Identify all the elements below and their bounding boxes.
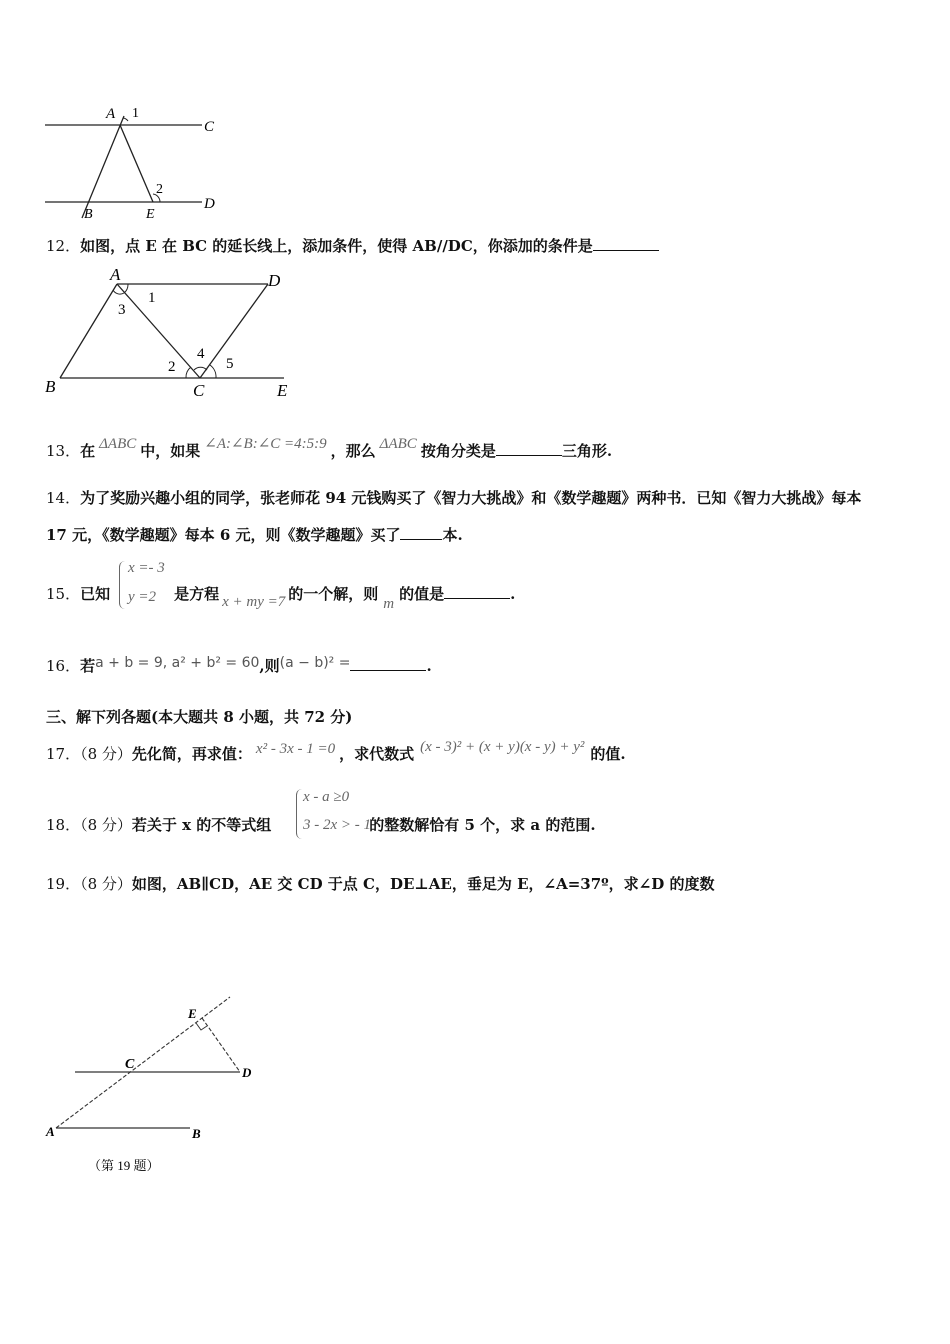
label-D: D — [242, 1065, 252, 1080]
text-1: 若关于 x 的不等式组 — [131, 816, 272, 834]
label-D: D — [204, 196, 215, 212]
text-5: . — [510, 585, 516, 603]
question-number: 16． — [46, 657, 81, 675]
answer-blank[interactable] — [444, 584, 510, 599]
text-line-1: 为了奖励兴趣小组的同学，张老师花 94 元钱购买了《智力大挑战》和《数学趣题》两种书．已知《智力大挑战》每本 — [80, 489, 862, 507]
section-title: 三、解下列各题(本大题共 8 小题，共 72 分) — [46, 708, 353, 726]
question-score: （8 分） — [80, 816, 132, 834]
question-score: （8 分） — [80, 745, 132, 763]
figure-q12 — [40, 262, 300, 400]
label-C: C — [125, 1057, 135, 1072]
text-2: ，求代数式 — [339, 745, 415, 763]
text-1: 已知 — [80, 585, 111, 603]
question-number: 15． — [46, 585, 81, 603]
text-5: 三角形. — [561, 442, 613, 460]
question-number: 19． — [46, 875, 81, 893]
answer-blank[interactable] — [350, 656, 426, 671]
text-line-2a: 17 元，《数学趣题》每本 6 元，则《数学趣题》买了 — [46, 526, 401, 544]
answer-blank[interactable] — [496, 441, 562, 456]
label-B: B — [45, 377, 56, 396]
label-A: A — [46, 1124, 55, 1139]
math-m: m — [383, 596, 395, 612]
text-2: ,则 — [259, 657, 280, 675]
question-number: 17． — [46, 745, 81, 763]
question-18 — [46, 815, 596, 835]
text-3: . — [426, 657, 432, 675]
text-3: 的一个解，则 — [288, 585, 379, 603]
math-expression: (a − b)² = — [279, 655, 351, 671]
question-text: 如图，点 E 在 BC 的延长线上，添加条件，使得 AB//DC，你添加的条件是 — [80, 237, 593, 255]
question-number: 18． — [46, 816, 81, 834]
label-A: A — [106, 106, 116, 122]
question-14-line-1 — [46, 488, 861, 508]
math-condition: x² - 3x - 1 =0 — [255, 741, 336, 757]
text-3: ，那么 — [330, 442, 376, 460]
math-condition: a + b = 9, a² + b² = 60 — [95, 655, 260, 671]
system-eq-1: x =- 3 — [128, 560, 165, 576]
math-angle-ratio: ∠A:∠B:∠C =4:5:9 — [204, 436, 327, 452]
question-16 — [46, 656, 432, 677]
answer-blank[interactable] — [400, 525, 442, 540]
question-score: （8 分） — [80, 875, 132, 893]
question-number: 13． — [46, 442, 81, 460]
question-12 — [46, 236, 659, 256]
label-C: C — [204, 119, 215, 135]
label-2: 2 — [156, 182, 163, 197]
question-19 — [46, 874, 714, 894]
label-E: E — [277, 381, 288, 400]
question-15 — [46, 584, 516, 612]
system-eq-2: 3 - 2x > - 1 — [303, 817, 372, 833]
math-triangle-2: ΔABC — [379, 436, 417, 452]
label-1: 1 — [148, 290, 156, 306]
label-C: C — [193, 381, 205, 400]
question-number: 14． — [46, 489, 81, 507]
question-14-line-2 — [46, 525, 463, 545]
system-eq-2: y =2 — [128, 589, 157, 605]
text-4: 的值是 — [399, 585, 445, 603]
text-2: 的整数解恰有 5 个，求 a 的范围. — [369, 816, 596, 834]
math-expression: (x - 3)² + (x + y)(x - y) + y² — [420, 739, 585, 755]
label-5: 5 — [226, 356, 234, 372]
text-4: 按角分类是 — [420, 442, 496, 460]
text-1: 在 — [80, 442, 96, 460]
answer-blank[interactable] — [593, 236, 659, 251]
text-2: 中，如果 — [140, 442, 201, 460]
question-number: 12． — [46, 237, 81, 255]
figure-q19 — [40, 990, 280, 1180]
label-4: 4 — [197, 346, 205, 362]
question-17 — [46, 739, 626, 765]
math-equation: x + my =7 — [222, 594, 286, 610]
text-1: 若 — [80, 657, 96, 675]
text-1: 先化简，再求值： — [131, 745, 252, 763]
label-2: 2 — [168, 359, 176, 375]
label-B: B — [84, 207, 93, 222]
text-line-2b: 本. — [442, 526, 463, 544]
text-2: 是方程 — [174, 585, 220, 603]
label-E: E — [146, 207, 155, 222]
figure-caption: （第 19 题） — [88, 1158, 160, 1173]
figure-q11 — [40, 98, 240, 223]
label-1: 1 — [132, 106, 139, 121]
label-D: D — [268, 271, 281, 290]
question-13 — [46, 436, 613, 462]
math-triangle: ΔABC — [99, 436, 137, 452]
label-A: A — [110, 265, 121, 284]
system-eq-1: x - a ≥0 — [303, 789, 350, 805]
text-3: 的值. — [590, 745, 626, 763]
text-1: 如图，AB∥CD，AE 交 CD 于点 C，DE⊥AE，垂足为 E，∠A=37º，求∠D 的度数 — [131, 875, 715, 893]
label-B: B — [192, 1126, 201, 1141]
label-E: E — [188, 1006, 197, 1021]
label-3: 3 — [118, 302, 126, 318]
